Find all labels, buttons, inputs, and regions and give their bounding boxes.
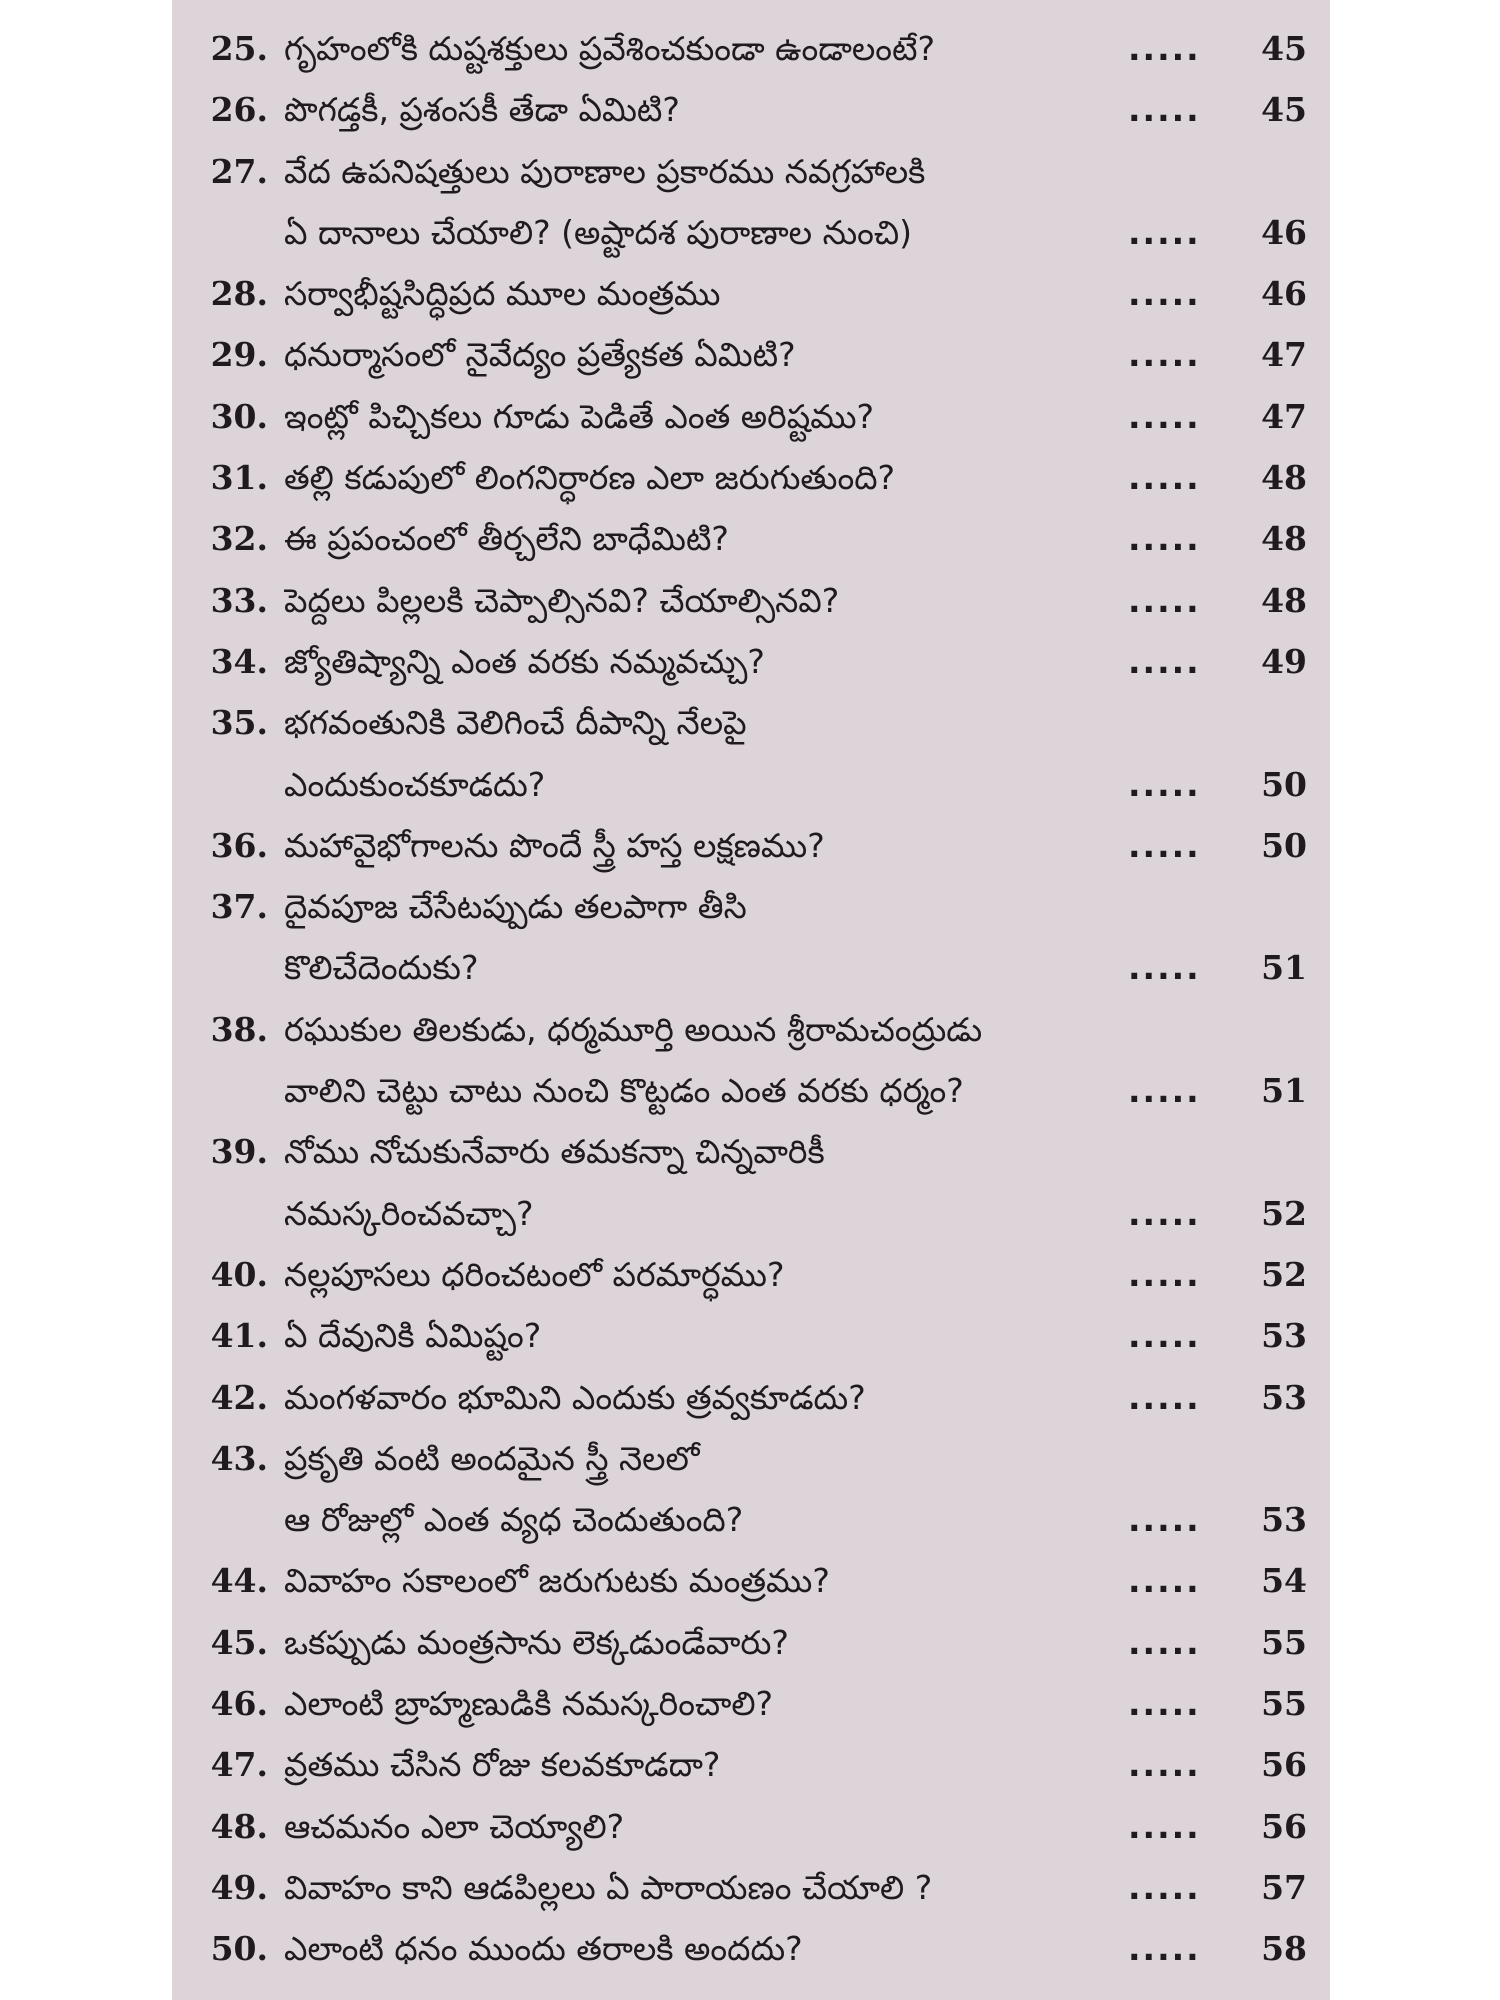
entry-title: ఏ దానాలు చేయాలి? (అష్టాదశ పురాణాల నుంచి) xyxy=(284,212,913,252)
entry-title: తల్లి కడుపులో లింగనిర్ధారణ ఎలా జరుగుతుంది? xyxy=(284,458,896,498)
toc-entry-line xyxy=(172,1489,1330,1550)
entry-title: నోము నోచుకునేవారు తమకన్నా చిన్నవారికీ xyxy=(284,1132,825,1172)
entry-number: 43. xyxy=(210,1438,268,1478)
book-page xyxy=(172,0,1330,2000)
page-number: 48 xyxy=(1261,519,1307,559)
entry-title: పొగడ్తకీ, ప్రశంసకీ తేడా ఏమిటి? xyxy=(284,90,680,130)
leader-dots: ..... xyxy=(1128,29,1201,68)
entry-title: నమస్కరించవచ్చా? xyxy=(284,1193,534,1233)
entry-number: 36. xyxy=(210,825,268,865)
page-number: 56 xyxy=(1261,1745,1307,1785)
page-number: 55 xyxy=(1261,1684,1307,1724)
leader-dots: ..... xyxy=(1128,764,1201,804)
page-number: 51 xyxy=(1261,1071,1307,1111)
page-number: 45 xyxy=(1261,90,1307,130)
entry-number: 37. xyxy=(210,887,268,927)
page-number: 58 xyxy=(1261,1929,1307,1969)
entry-title: మంగళవారం భూమిని ఎందుకు త్రవ్వకూడదు? xyxy=(284,1377,866,1417)
page-number: 46 xyxy=(1261,274,1307,314)
leader-dots: ..... xyxy=(1128,1377,1201,1417)
toc-entry-line xyxy=(172,1305,1330,1366)
entry-title: వివాహం సకాలంలో జరుగుటకు మంత్రము? xyxy=(284,1561,830,1601)
toc-entry-line xyxy=(172,508,1330,569)
entry-title: కొలిచేదెందుకు? xyxy=(284,948,479,988)
page-number: 56 xyxy=(1261,1806,1307,1846)
toc-entry-line xyxy=(172,1367,1330,1428)
toc-entry-line xyxy=(172,1673,1330,1734)
entry-title: జ్యోతిష్యాన్ని ఎంత వరకు నమ్మవచ్చు? xyxy=(284,641,765,681)
entry-number: 25. xyxy=(210,29,268,68)
entry-title: పెద్దలు పిల్లలకి చెప్పాల్సినవి? చేయాల్సినవి? xyxy=(284,580,840,620)
page-number: 53 xyxy=(1261,1316,1307,1356)
leader-dots: ..... xyxy=(1128,1929,1201,1969)
page-number: 47 xyxy=(1261,396,1307,436)
toc-entry-line xyxy=(172,1612,1330,1673)
page-number: 47 xyxy=(1261,335,1307,375)
entry-title: వ్రతము చేసిన రోజు కలవకూడదా? xyxy=(284,1745,721,1785)
page-number: 50 xyxy=(1261,825,1307,865)
toc-entry-line xyxy=(172,447,1330,508)
page-number: 52 xyxy=(1261,1254,1307,1294)
page-number: 52 xyxy=(1261,1193,1307,1233)
leader-dots: ..... xyxy=(1128,90,1201,130)
entry-number: 48. xyxy=(210,1806,268,1846)
entry-title: భగవంతునికి వెలిగించే దీపాన్ని నేలపై xyxy=(284,703,747,743)
leader-dots: ..... xyxy=(1128,1684,1201,1724)
leader-dots: ..... xyxy=(1128,519,1201,559)
entry-number: 34. xyxy=(210,641,268,681)
page-number: 48 xyxy=(1261,458,1307,498)
toc-entry-line xyxy=(172,1060,1330,1121)
entry-number: 40. xyxy=(210,1254,268,1294)
entry-number: 50. xyxy=(210,1929,268,1969)
toc-entry-line xyxy=(172,18,1330,79)
entry-number: 38. xyxy=(210,1009,268,1049)
entry-title: ఒకప్పుడు మంత్రసాను లెక్కడుండేవారు? xyxy=(284,1622,789,1662)
toc-entry-line xyxy=(172,1857,1330,1918)
entry-title: వాలిని చెట్టు చాటు నుంచి కొట్టడం ఎంత వరకు ధర్మం? xyxy=(284,1071,964,1111)
toc-entry-line xyxy=(172,754,1330,815)
page-number: 50 xyxy=(1261,764,1307,804)
entry-number: 49. xyxy=(210,1867,268,1907)
entry-title: గృహంలోకి దుష్టశక్తులు ప్రవేశించకుండా ఉండాలంటే? xyxy=(284,29,936,68)
leader-dots: ..... xyxy=(1128,1806,1201,1846)
leader-dots: ..... xyxy=(1128,458,1201,498)
leader-dots: ..... xyxy=(1128,580,1201,620)
leader-dots: ..... xyxy=(1128,1867,1201,1907)
toc-entry-line xyxy=(172,1121,1330,1182)
entry-title: ఎలాంటి ధనం ముందు తరాలకి అందదు? xyxy=(284,1929,803,1969)
entry-title: ఈ ప్రపంచంలో తీర్చలేని బాధేమిటి? xyxy=(284,519,729,559)
entry-number: 27. xyxy=(210,151,268,191)
entry-title: ప్రకృతి వంటి అందమైన స్త్రీ నెలలో xyxy=(284,1438,700,1478)
entry-number: 44. xyxy=(210,1561,268,1601)
leader-dots: ..... xyxy=(1128,1500,1201,1540)
entry-title: ఎందుకుంచకూడదు? xyxy=(284,764,546,804)
entry-title: దైవపూజ చేసేటప్పుడు తలపాగా తీసి xyxy=(284,887,747,927)
page-number: 51 xyxy=(1261,948,1307,988)
leader-dots: ..... xyxy=(1128,335,1201,375)
page-number: 53 xyxy=(1261,1377,1307,1417)
leader-dots: ..... xyxy=(1128,948,1201,988)
entry-number: 42. xyxy=(210,1377,268,1417)
entry-number: 45. xyxy=(210,1622,268,1662)
toc-entry-line xyxy=(172,570,1330,631)
toc-entry-line xyxy=(172,263,1330,324)
leader-dots: ..... xyxy=(1128,641,1201,681)
toc-entry-line xyxy=(172,79,1330,140)
table-of-contents xyxy=(172,18,1330,1980)
toc-entry-line xyxy=(172,1796,1330,1857)
leader-dots: ..... xyxy=(1128,1193,1201,1233)
leader-dots: ..... xyxy=(1128,1745,1201,1785)
toc-entry-line xyxy=(172,1734,1330,1795)
entry-title: ఇంట్లో పిచ్చికలు గూడు పెడితే ఎంత అరిష్టము? xyxy=(284,396,875,436)
page-number: 55 xyxy=(1261,1622,1307,1662)
toc-entry-line xyxy=(172,999,1330,1060)
entry-title: ఆచమనం ఎలా చెయ్యాలి? xyxy=(284,1806,625,1846)
toc-entry-line xyxy=(172,1183,1330,1244)
entry-number: 31. xyxy=(210,458,268,498)
toc-entry-line xyxy=(172,324,1330,385)
leader-dots: ..... xyxy=(1128,1254,1201,1294)
page-number: 53 xyxy=(1261,1500,1307,1540)
entry-number: 26. xyxy=(210,90,268,130)
entry-title: ఎలాంటి బ్రాహ్మణుడికి నమస్కరించాలి? xyxy=(284,1684,774,1724)
entry-title: మహావైభోగాలను పొందే స్త్రీ హస్త లక్షణము? xyxy=(284,825,825,865)
entry-number: 33. xyxy=(210,580,268,620)
toc-entry-line xyxy=(172,1550,1330,1611)
entry-title: రఘుకుల తిలకుడు, ధర్మమూర్తి అయిన శ్రీరామచంద్రుడు xyxy=(284,1009,983,1049)
toc-entry-line xyxy=(172,202,1330,263)
entry-number: 39. xyxy=(210,1132,268,1172)
entry-number: 46. xyxy=(210,1684,268,1724)
page-number: 57 xyxy=(1261,1867,1307,1907)
page-number: 54 xyxy=(1261,1561,1307,1601)
page-number: 46 xyxy=(1261,212,1307,252)
toc-entry-line xyxy=(172,631,1330,692)
entry-number: 29. xyxy=(210,335,268,375)
page-number: 48 xyxy=(1261,580,1307,620)
entry-number: 28. xyxy=(210,274,268,314)
toc-entry-line xyxy=(172,692,1330,753)
entry-title: ఆ రోజుల్లో ఎంత వ్యధ చెందుతుంది? xyxy=(284,1500,744,1540)
toc-entry-line xyxy=(172,1918,1330,1979)
toc-entry-line xyxy=(172,1428,1330,1489)
entry-title: ధనుర్మాసంలో నైవేద్యం ప్రత్యేకత ఏమిటి? xyxy=(284,335,796,375)
entry-title: ఏ దేవునికి ఏమిష్టం? xyxy=(284,1316,542,1356)
entry-number: 30. xyxy=(210,396,268,436)
toc-entry-line xyxy=(172,141,1330,202)
entry-number: 47. xyxy=(210,1745,268,1785)
leader-dots: ..... xyxy=(1128,1561,1201,1601)
leader-dots: ..... xyxy=(1128,825,1201,865)
toc-entry-line xyxy=(172,937,1330,998)
entry-number: 32. xyxy=(210,519,268,559)
page-number: 45 xyxy=(1261,29,1307,68)
entry-number: 41. xyxy=(210,1316,268,1356)
leader-dots: ..... xyxy=(1128,1316,1201,1356)
leader-dots: ..... xyxy=(1128,1071,1201,1111)
entry-title: వేద ఉపనిషత్తులు పురాణాల ప్రకారము నవగ్రహాలకి xyxy=(284,151,926,191)
leader-dots: ..... xyxy=(1128,274,1201,314)
leader-dots: ..... xyxy=(1128,396,1201,436)
page-number: 49 xyxy=(1261,641,1307,681)
entry-number: 35. xyxy=(210,703,268,743)
toc-entry-line xyxy=(172,815,1330,876)
entry-title: నల్లపూసలు ధరించటంలో పరమార్ధము? xyxy=(284,1254,785,1294)
toc-entry-line xyxy=(172,1244,1330,1305)
leader-dots: ..... xyxy=(1128,1622,1201,1662)
entry-title: వివాహం కాని ఆడపిల్లలు ఏ పారాయణం చేయాలి ? xyxy=(284,1867,933,1907)
entry-title: సర్వాభీష్టసిద్ధిప్రద మూల మంత్రము xyxy=(284,274,721,314)
leader-dots: ..... xyxy=(1128,212,1201,252)
toc-entry-line xyxy=(172,876,1330,937)
toc-entry-line xyxy=(172,386,1330,447)
